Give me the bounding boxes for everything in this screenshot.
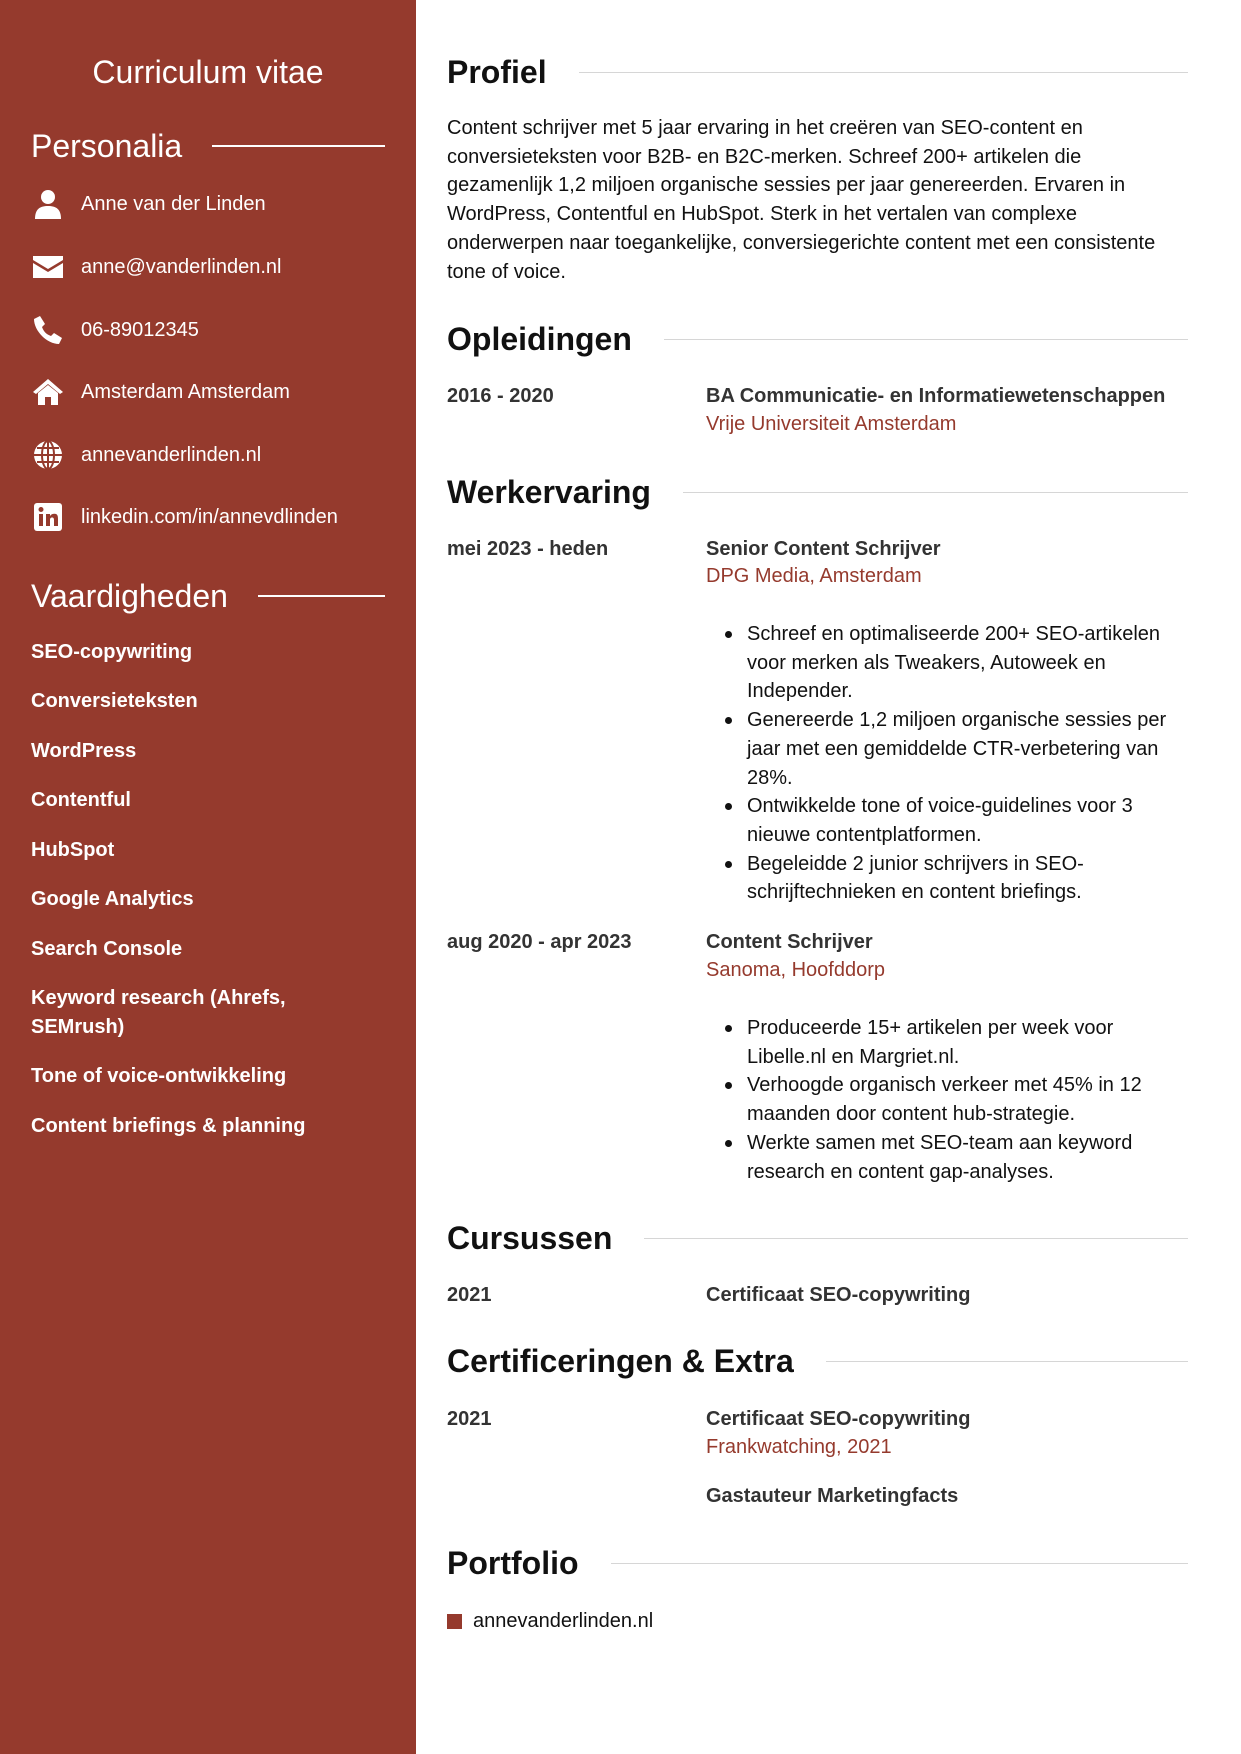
work-bullets (747, 1014, 1197, 1186)
phone-icon (31, 313, 65, 347)
portfolio-link[interactable]: annevanderlinden.nl (473, 1610, 654, 1632)
contact-linkedin-text[interactable]: linkedin.com/in/annevdlinden (81, 506, 338, 528)
education-institution: Vrije Universiteit Amsterdam (706, 413, 957, 435)
portfolio-heading (447, 1543, 1188, 1583)
personalia-heading-label: Personalia (31, 128, 183, 164)
skills-heading-label: Vaardigheden (31, 578, 228, 614)
profile-text: Content schrijver met 5 jaar ervaring in het creëren van SEO-content en conversieteksten voor B2B- en B2C-merken. Schreef 200+ artikelen die gezamenlijk 1,2 miljoen organische sessies per jaar genereerden. Ervaren in WordPress, Contentful en HubSpot. Sterk in het vertalen van complexe onderwerpen naar toegankelijke, conversiegerichte content met een consistente tone of voice. (447, 117, 1156, 283)
skill-item: Contentful (31, 789, 131, 811)
portfolio-heading-divider (611, 1563, 1188, 1564)
globe-icon (31, 438, 65, 472)
main-content (447, 0, 1188, 1754)
certifications-heading-label: Certificeringen & Extra (447, 1343, 794, 1379)
education-heading-divider (664, 339, 1188, 340)
profile-heading-label: Profiel (447, 54, 547, 90)
work-employer: DPG Media, Amsterdam (706, 565, 922, 587)
certification-title: Certificaat SEO-copywriting (706, 1408, 971, 1430)
work-bullet: Verhoogde organisch verkeer met 45% in 12 maanden door content hub-strategie. (747, 1071, 1197, 1128)
contact-website[interactable] (31, 435, 261, 475)
work-bullet: Schreef en optimaliseerde 200+ SEO-artikelen voor merken als Tweakers, Autoweek en Independer. (747, 620, 1197, 706)
education-title: BA Communicatie- en Informatiewetenschappen (706, 385, 1166, 407)
contact-email[interactable] (31, 247, 281, 287)
contact-phone[interactable] (31, 310, 199, 350)
linkedin-icon (31, 500, 65, 534)
work-heading-divider (683, 492, 1188, 493)
sidebar (0, 0, 416, 1754)
work-bullets (747, 620, 1197, 907)
work-title: Content Schrijver (706, 931, 873, 953)
skill-item: Search Console (31, 938, 183, 960)
skill-item: Tone of voice-ontwikkeling (31, 1065, 287, 1087)
certifications-heading (447, 1341, 1188, 1381)
work-bullet: Produceerde 15+ artikelen per week voor Libelle.nl en Margriet.nl. (747, 1014, 1197, 1071)
work-date: mei 2023 - heden (447, 538, 609, 560)
contact-name-text: Anne van der Linden (81, 193, 266, 215)
personalia-heading-divider (212, 145, 385, 147)
skill-item: HubSpot (31, 839, 115, 861)
work-bullet: Genereerde 1,2 miljoen organische sessies per jaar met een gemiddelde CTR-verbetering van 28%. (747, 706, 1197, 792)
contact-phone-text[interactable]: 06-89012345 (81, 319, 199, 341)
work-title: Senior Content Schrijver (706, 538, 941, 560)
certifications-heading-divider (826, 1361, 1188, 1362)
education-heading-label: Opleidingen (447, 321, 632, 357)
profile-heading (447, 52, 1188, 92)
work-bullet: Begeleidde 2 junior schrijvers in SEO-schrijftechnieken en content briefings. (747, 850, 1197, 907)
certification-date: 2021 (447, 1408, 492, 1430)
work-heading-label: Werkervaring (447, 474, 651, 510)
skill-item: Keyword research (Ahrefs, SEMrush) (31, 987, 286, 1038)
bullet-square-icon (447, 1614, 462, 1629)
contact-email-text[interactable]: anne@vanderlinden.nl (81, 256, 282, 278)
envelope-icon (31, 250, 65, 284)
work-bullet: Ontwikkelde tone of voice-guidelines voor 3 nieuwe contentplatformen. (747, 792, 1197, 849)
certification-issuer: Frankwatching, 2021 (706, 1436, 892, 1458)
education-heading (447, 319, 1188, 359)
profile-heading-divider (579, 72, 1188, 73)
contact-linkedin[interactable] (31, 497, 338, 537)
portfolio-item[interactable] (447, 1607, 653, 1635)
portfolio-heading-label: Portfolio (447, 1545, 579, 1581)
skills-heading (31, 576, 385, 616)
work-employer: Sanoma, Hoofddorp (706, 959, 886, 981)
work-bullet: Werkte samen met SEO-team aan keyword research en content gap-analyses. (747, 1129, 1197, 1186)
contact-name (31, 184, 266, 224)
skill-item: Google Analytics (31, 888, 194, 910)
work-heading (447, 472, 1188, 512)
work-date: aug 2020 - apr 2023 (447, 931, 632, 953)
skill-item: Content briefings & planning (31, 1115, 306, 1137)
course-title: Certificaat SEO-copywriting (706, 1284, 971, 1306)
skill-item: SEO-copywriting (31, 641, 193, 663)
courses-heading-divider (644, 1238, 1188, 1239)
courses-heading-label: Cursussen (447, 1220, 613, 1256)
personalia-heading (31, 126, 385, 166)
education-date: 2016 - 2020 (447, 385, 554, 407)
skill-item: Conversieteksten (31, 690, 198, 712)
contact-website-text[interactable]: annevanderlinden.nl (81, 444, 262, 466)
skill-item: WordPress (31, 740, 137, 762)
user-icon (31, 187, 65, 221)
home-icon (31, 375, 65, 409)
contact-address-text: Amsterdam Amsterdam (81, 381, 290, 403)
extra-title: Gastauteur Marketingfacts (706, 1485, 959, 1507)
courses-heading (447, 1218, 1188, 1258)
skills-heading-divider (258, 595, 385, 597)
course-date: 2021 (447, 1284, 492, 1306)
cv-title: Curriculum vitae (92, 54, 324, 90)
contact-address (31, 372, 290, 412)
